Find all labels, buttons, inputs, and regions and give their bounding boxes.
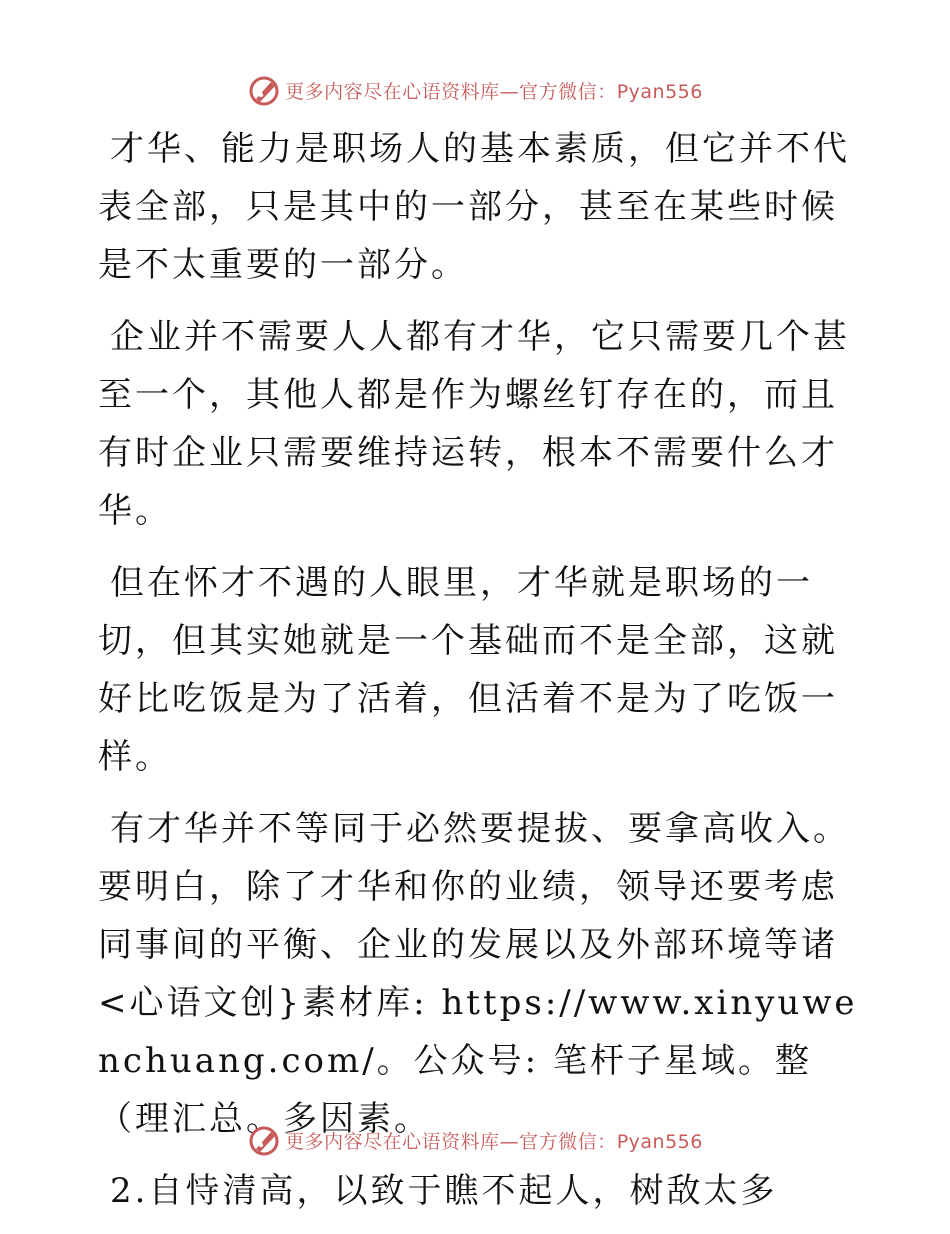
banner-text: [285, 77, 703, 104]
paragraph-3: 但在怀才不遇的人眼里，才华就是职场的一切，但其实她就是一个基础而不是全部，这就好比吃饭是为了活着，但活着不是为了吃饭一样。: [98, 563, 838, 777]
banner-text: [285, 1127, 703, 1154]
header-banner: [0, 70, 950, 110]
list-item-heading: 2.自恃清高，以致于瞧不起人，树敌太多: [110, 1171, 778, 1211]
document-body: [98, 120, 858, 1234]
banner-wechat-label: 官方微信：: [519, 80, 617, 103]
banner-wechat-label: 官方微信：: [519, 1130, 617, 1153]
banner-wechat-id: Pyan556: [616, 1130, 703, 1153]
paragraph-4: 有才华并不等同于必然要提拔、要拿高收入。要明白，除了才华和你的业绩，领导还要考虑同事间的平衡、企业的发展以及外部环境等诸<心语文创}素材库: https://www.xinyuwenchuang.com/。公众号: 笔杆子星域。整（理汇总。多因素。: [98, 809, 858, 1139]
banner-dash: —: [499, 1130, 520, 1153]
banner-wechat-id: Pyan556: [616, 80, 703, 103]
paragraph-2: 企业并不需要人人都有才华，它只需要几个甚至一个，其他人都是作为螺丝钉存在的，而且有时企业只需要维持运转，根本不需要什么才华。: [98, 317, 850, 531]
pen-nib-logo-icon: [247, 73, 281, 107]
pen-nib-logo-icon: [247, 1123, 281, 1157]
banner-dash: —: [499, 80, 520, 103]
banner-main-text: 更多内容尽在心语资料库: [285, 80, 500, 103]
banner-main-text: 更多内容尽在心语资料库: [285, 1130, 500, 1153]
paragraph-1: 才华、能力是职场人的基本素质，但它并不代表全部，只是其中的一部分，甚至在某些时候是不太重要的一部分。: [98, 129, 850, 285]
footer-banner: [0, 1120, 950, 1160]
